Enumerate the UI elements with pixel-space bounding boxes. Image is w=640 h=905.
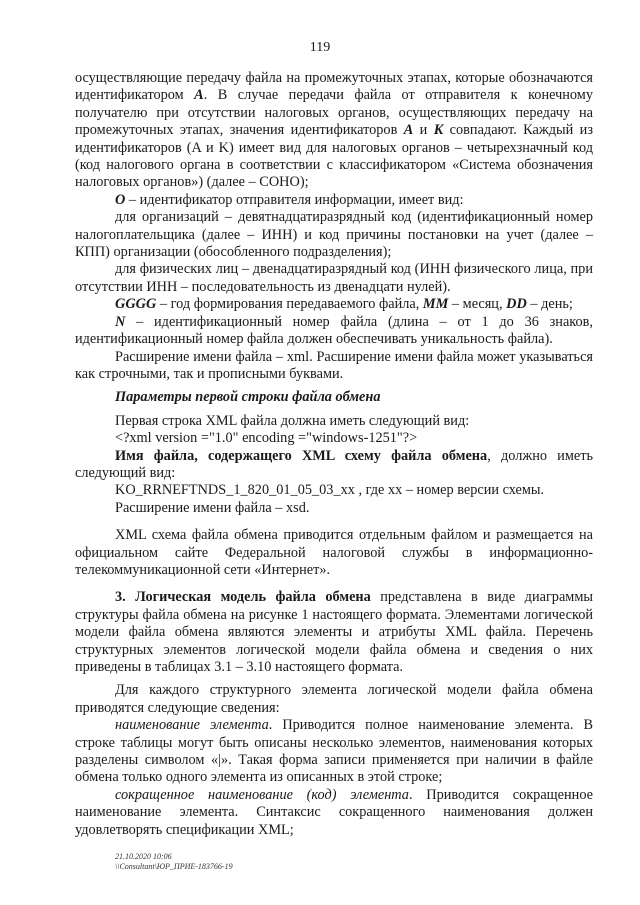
paragraph-identifier-o	[75, 192, 593, 209]
paragraph-identifiers-a-k	[75, 70, 593, 192]
text-run: – год формирования передаваемого файла,	[156, 296, 423, 313]
document-body	[75, 70, 593, 839]
identifier-mm: MM	[422, 296, 449, 313]
xml-declaration: <?xml version ="1.0" encoding ="windows-1251"?>	[115, 430, 418, 447]
identifier-a: A	[403, 122, 414, 139]
bold-run: Имя файла, содержащего XML схему файла обмена	[115, 447, 488, 464]
footer-stamp	[115, 852, 233, 872]
text-run: . Приводится полное наименование элемента. В строке таблицы могут быть описаны несколько элементов, наименования которых разделены символом «|». Такая форма записи применяется при наличии в файле обмена только одного элемента из описанных в этой строке;	[75, 717, 593, 786]
paragraph-first-line: Первая строка XML файла должна иметь следующий вид:	[115, 412, 470, 429]
paragraph-logical-model	[75, 589, 593, 676]
identifier-dd: DD	[506, 296, 527, 313]
text-run: представлена в виде диаграммы структуры файла обмена на рисунке 1 настоящего формата. Элементами логической модели файла обмена являются элементы и атрибуты XML файла. Перечень структурных элементов логической модели файла обмена и сведения о них приведены в таблицах 3.1 – 3.10 настоящего формата.	[75, 589, 593, 675]
paragraph-schema-filename	[75, 448, 593, 483]
paragraph-identifier-n	[75, 314, 593, 349]
text-run: . Приводится сокращенное наименование элемента. Синтаксис сокращенного наименования должен удовлетворять спецификации XML;	[75, 786, 594, 838]
paragraph-date-parts	[75, 296, 593, 313]
text-run: совпадают. Каждый из идентификаторов (A и K) имеет вид для налоговых органов – четырехзначный код (код налогового органа в соответствии с классификатором «Система обозначения налоговых органов») (далее – СОНО);	[75, 122, 593, 191]
text-run: осуществляющие передачу файла на промежуточных этапах, которые обозначаются идентификатором	[75, 70, 593, 104]
identifier-a: A	[194, 87, 204, 104]
paragraph-element-code	[75, 787, 593, 839]
paragraph-element-info: Для каждого структурного элемента логической модели файла обмена приводятся следующие сведения:	[75, 682, 593, 716]
identifier-gggg: GGGG	[115, 296, 157, 313]
identifier-o: O	[115, 191, 126, 208]
text-run: – идентификационный номер файла (длина – от 1 до 36 знаков, идентификационный номер файла должен обеспечивать уникальность файла).	[75, 313, 593, 348]
paragraph-file-extension: Расширение имени файла – xml. Расширение имени файла может указываться как строчными, так и прописными буквами.	[75, 348, 593, 382]
text-run: , должно иметь следующий вид:	[75, 447, 593, 481]
identifier-k: K	[433, 122, 444, 139]
text-run: – месяц,	[448, 296, 507, 313]
italic-run: сокращенное наименование (код) элемента	[115, 786, 409, 803]
text-run: . В случае передачи файла от отправителя к конечному получателю при отсутствии налоговых органов, осуществляющих передачу на промежуточных этапах, значения идентификаторов	[75, 87, 593, 139]
identifier-n: N	[115, 313, 126, 330]
page-number: 119	[309, 40, 331, 55]
paragraph-element-name	[75, 717, 593, 787]
text-run: – день;	[526, 296, 573, 313]
text-run: – идентификатор отправителя информации, имеет вид:	[125, 191, 464, 208]
footer-timestamp: 21.10.2020 10:06	[115, 852, 172, 861]
schema-filename: KO_RRNEFTNDS_1_820_01_05_03_xx , где xx – номер версии схемы.	[115, 482, 545, 499]
italic-run: наименование элемента	[115, 717, 269, 734]
bold-run: 3. Логическая модель файла обмена	[115, 589, 371, 606]
footer-path: \\Consultant\ЮР_ПРИЕ-183766-19	[115, 862, 233, 871]
paragraph-xsd-extension: Расширение имени файла – xsd.	[115, 499, 310, 516]
paragraph-individuals: для физических лиц – двенадцатиразрядный код (ИНН физического лица, при отсутствии ИНН – последовательность из двенадцати нулей).	[75, 261, 593, 295]
section-heading-first-line: Параметры первой строки файла обмена	[115, 389, 381, 406]
text-run: и	[413, 122, 434, 139]
paragraph-schema-publication: XML схема файла обмена приводится отдельным файлом и размещается на официальном сайте Федеральной налоговой службы в информационно-телекоммуникационной сети «Интернет».	[75, 527, 593, 578]
paragraph-organizations: для организаций – девятнадцатиразрядный код (идентификационный номер налогоплательщика (далее – ИНН) и код причины постановки на учет (далее – КПП) организации (обособленного подразделения);	[75, 209, 593, 261]
